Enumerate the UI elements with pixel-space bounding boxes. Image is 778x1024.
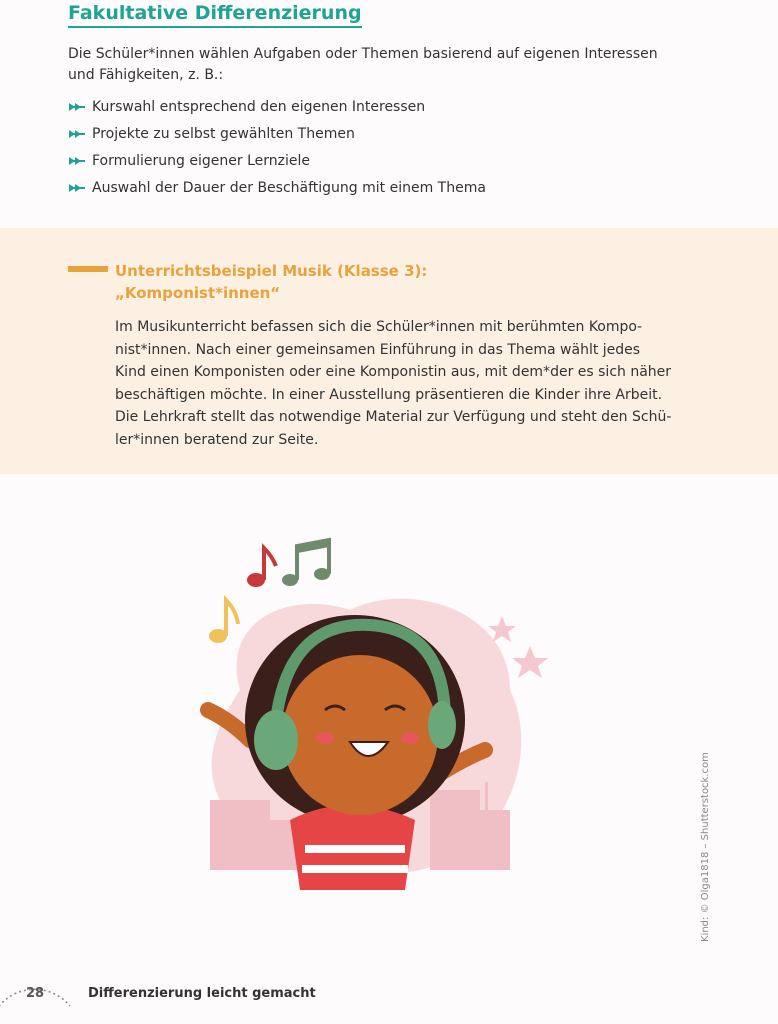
footer-book-title: Differenzierung leicht gemacht xyxy=(88,986,316,1001)
arrow-bullet-icon xyxy=(68,128,88,140)
image-credit: Kind: © Olga1818 – Shutterstock.com xyxy=(700,752,711,942)
arrow-bullet-icon xyxy=(68,101,88,113)
child-with-headphones-illustration xyxy=(180,520,560,890)
example-title xyxy=(115,260,427,304)
page-number: 28 xyxy=(26,986,45,1001)
list-item xyxy=(68,147,486,174)
example-title-line1: Unterrichtsbeispiel Musik (Klasse 3): xyxy=(115,262,428,280)
list-item-label: Kurswahl entsprechend den eigenen Interessen xyxy=(92,98,426,115)
music-note-red-icon xyxy=(247,548,276,587)
bullet-list xyxy=(68,93,486,201)
music-note-yellow-icon xyxy=(209,600,238,643)
list-item xyxy=(68,120,486,147)
example-title-line2: „Komponist*innen“ xyxy=(115,284,281,302)
headphone-ear-icon xyxy=(428,701,456,749)
arrow-bullet-icon xyxy=(68,182,88,194)
example-box xyxy=(0,228,778,474)
list-item-label: Auswahl der Dauer der Beschäftigung mit einem Thema xyxy=(92,179,486,196)
example-body: Im Musikunterricht befassen sich die Schüler*innen mit berühmten Komponist*innen. Nach einer gemeinsamen Einführung in das Thema wählt jedes Kind einen Komponisten oder eine Komponistin aus, mit dem*der es sich näher beschäftigen möchte. In einer Ausstellung präsentieren die Kinder ihre Arbeit. Die Lehrkraft stellt das notwendige Material zur Verfügung und steht den Schüler*innen beratend zur Seite. xyxy=(115,319,672,448)
headphone-ear-icon xyxy=(254,710,298,770)
list-item-label: Projekte zu selbst gewählten Themen xyxy=(92,125,355,142)
list-item xyxy=(68,93,486,120)
list-item xyxy=(68,174,486,201)
intro-text: Die Schüler*innen wählen Aufgaben oder Themen basierend auf eigenen Interessen und Fähigkeiten, z. B.: xyxy=(68,46,658,83)
music-notes-green-icon xyxy=(282,540,330,586)
list-item-label: Formulierung eigener Lernziele xyxy=(92,152,310,169)
example-accent-bar xyxy=(68,266,108,272)
section-title: Fakultative Differenzierung xyxy=(68,2,362,28)
star-icon xyxy=(512,646,548,678)
arrow-bullet-icon xyxy=(68,155,88,167)
